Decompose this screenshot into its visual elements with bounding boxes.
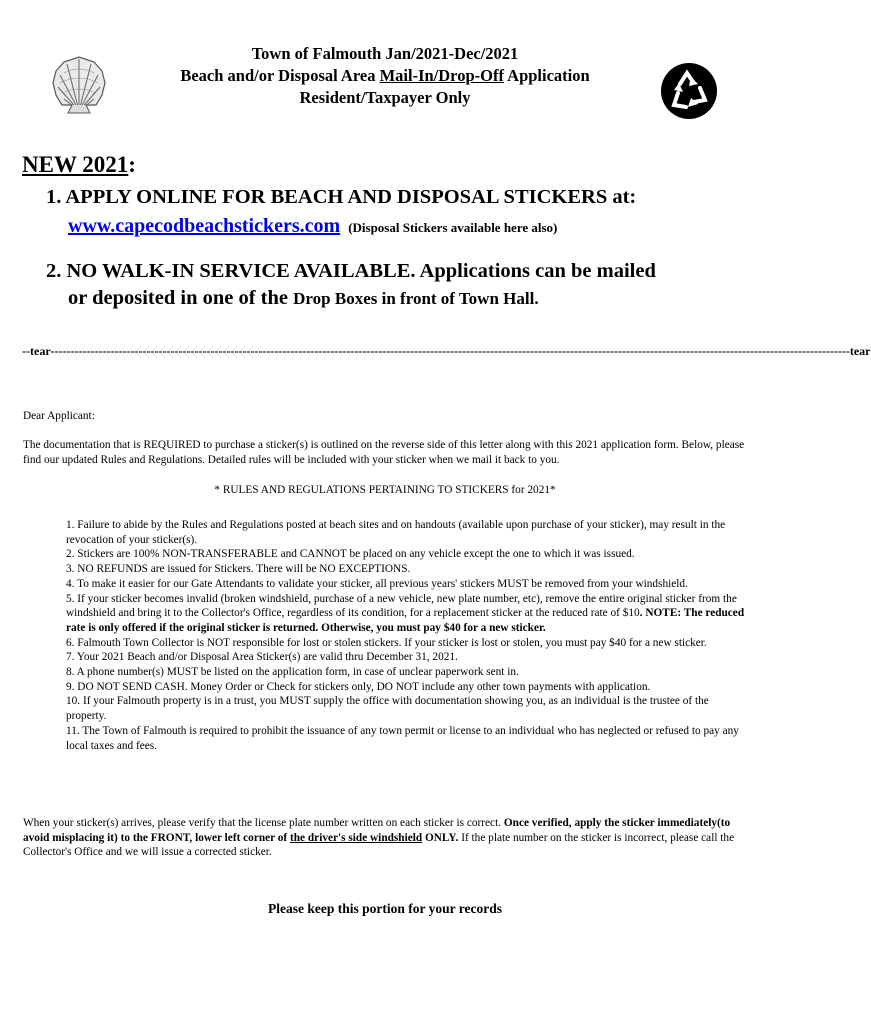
rule-8: 8. A phone number(s) MUST be listed on the application form, in case of unclear paperwork sent in. (66, 666, 519, 679)
header-line-2-post: Application (503, 66, 590, 85)
tear-line (22, 344, 871, 359)
rule-5-note: . NOTE: The reduced rate is only offered if the original sticker is returned. Otherwise, you must pay $40 for a new sticker. (66, 607, 745, 634)
no-walk-in-line-1: 2. NO WALK-IN SERVICE AVAILABLE. Applications can be mailed (46, 260, 656, 282)
no-walk-in-line-2 (46, 285, 746, 312)
rule-11: 11. The Town of Falmouth is required to prohibit the issuance of any town permit or license to an individual who has neglected or refused to pay any local taxes and fees. (66, 724, 739, 752)
rule-9: 9. DO NOT SEND CASH. Money Order or Check for stickers only, DO NOT include any other town payments with application. (66, 680, 651, 693)
rules-title: * RULES AND REGULATIONS PERTAINING TO STICKERS for 2021* (214, 484, 556, 496)
closing-windshield: the driver's side windshield (290, 831, 423, 844)
website-line (68, 215, 557, 238)
closing-incorrect: If the plate number on the sticker is incorrect, please call the Collector's Office and we will issue a corrected sticker. (23, 831, 735, 859)
tear-right-label: tear (849, 344, 871, 358)
keep-records-note: Please keep this portion for your records (268, 901, 502, 916)
header-line-1: Town of Falmouth Jan/2021-Dec/2021 (251, 44, 519, 63)
website-note: (Disposal Stickers available here also) (348, 220, 558, 235)
scallop-shell-icon (50, 55, 108, 117)
rule-5 (66, 592, 746, 636)
rule-10: 10. If your Falmouth property is in a trust, you MUST supply the office with documentation showing you, as an individual is the trustee of the property. (66, 695, 709, 723)
no-walk-in-line-2-big: or deposited in one of the (68, 287, 294, 309)
header-mail-in-drop-off: Mail-In/Drop-Off (379, 66, 504, 85)
tear-left-label: --tear (22, 344, 51, 358)
header-line-2 (110, 65, 660, 87)
website-link[interactable]: www.capecodbeachstickers.com (68, 215, 341, 237)
drop-boxes-text: Drop Boxes in front of Town Hall. (293, 289, 539, 308)
intro-paragraph: The documentation that is REQUIRED to purchase a sticker(s) is outlined on the reverse side of this letter along with this 2021 application form. Below, please find our updated Rules and Regulations. Detailed rules will be included with your sticker when we mail it back to you. (23, 439, 745, 466)
new-2021-heading (22, 152, 136, 178)
header-line-2-pre: Beach and/or Disposal Area (180, 66, 380, 85)
tear-dashes: -------------------------------------------------------------------------------------------------------------------------------------------------------------------------------------------------------- (50, 344, 850, 358)
rules-list (66, 518, 746, 753)
closing-verify: When your sticker(s) arrives, please verify that the license plate number written on each sticker is correct. (23, 817, 504, 829)
salutation: Dear Applicant: (23, 410, 95, 422)
rule-3: 3. NO REFUNDS are issued for Stickers. There will be NO EXCEPTIONS. (66, 563, 411, 576)
document-header (110, 43, 660, 109)
apply-online-item: 1. APPLY ONLINE FOR BEACH AND DISPOSAL STICKERS at: (46, 186, 637, 208)
rule-2: 2. Stickers are 100% NON-TRANSFERABLE and CANNOT be placed on any vehicle except the one to which it was issued. (66, 548, 635, 561)
rule-1: 1. Failure to abide by the Rules and Regulations posted at beach sites and on handouts (available upon purchase of your sticker), may result in the revocation of your sticker(s). (66, 519, 726, 546)
closing-only: ONLY. (422, 831, 459, 844)
closing-apply: Once verified, apply the sticker immediately(to avoid misplacing it) to the FRONT, lower left corner of (23, 817, 731, 844)
rule-4: 4. To make it easier for our Gate Attendants to validate your sticker, all previous years' stickers MUST be removed from your windshield. (66, 577, 688, 590)
no-walk-in-item (46, 258, 746, 312)
rule-7: 7. Your 2021 Beach and/or Disposal Area Sticker(s) are valid thru December 31, 2021. (66, 651, 458, 664)
header-line-3: Resident/Taxpayer Only (299, 88, 471, 107)
rule-6: 6. Falmouth Town Collector is NOT responsible for lost or stolen stickers. If your sticker is lost or stolen, you must pay $40 for a new sticker. (66, 636, 707, 649)
new-2021-text: NEW 2021 (22, 152, 129, 177)
recycle-icon (660, 62, 718, 120)
closing-paragraph (23, 816, 745, 860)
new-2021-colon: : (128, 152, 136, 177)
rule-5-text: 5. If your sticker becomes invalid (broken windshield, purchase of a new vehicle, new plate number, etc), remove the entire original sticker from the windshield and bring it to the Collector's Office, regardless of its condition, for a replacement sticker at the reduced rate of $10 (66, 592, 737, 620)
